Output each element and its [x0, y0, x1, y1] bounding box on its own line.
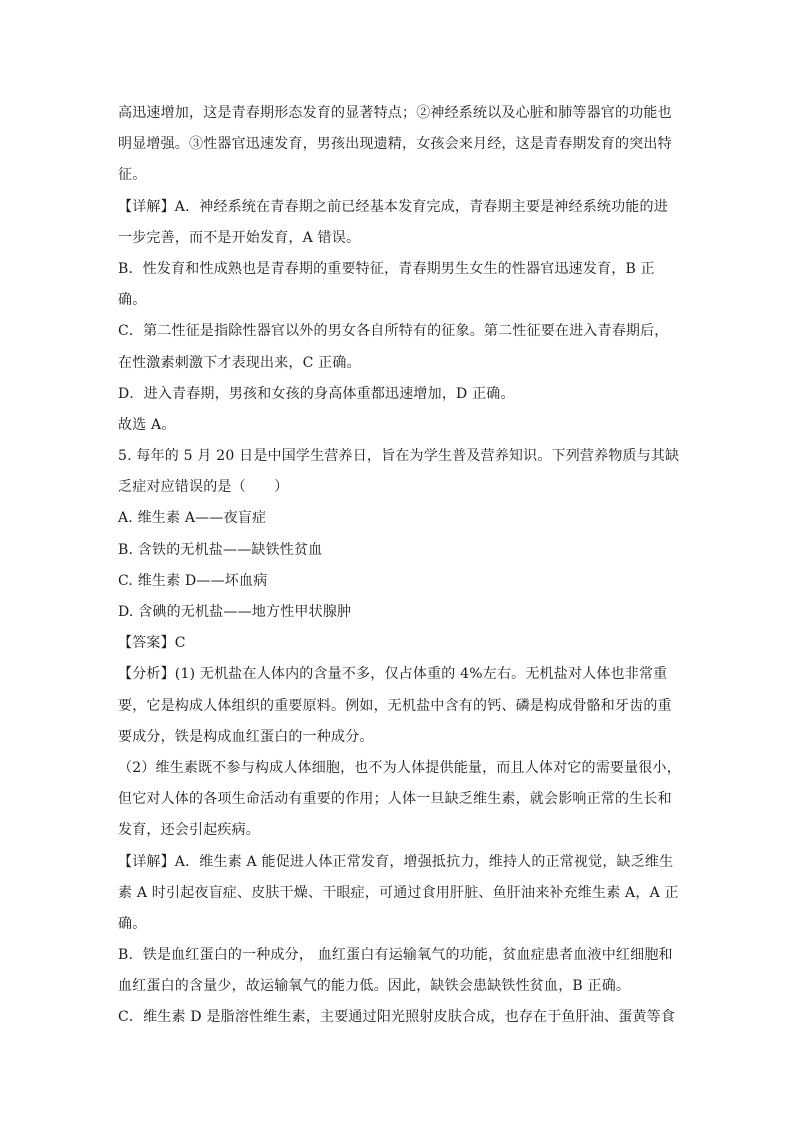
question-stem-line: 5. 每年的 5 月 20 日是中国学生营养日，旨在为学生普及营养知识。下列营养物质与其缺	[118, 448, 680, 465]
text-line: 征。	[118, 167, 147, 184]
answer-line: 【答案】C	[118, 635, 186, 652]
explanation-line: C．维生素 D 是脂溶性维生素，主要通过阳光照射皮肤合成，也存在于鱼肝油、蛋黄等食	[118, 1009, 676, 1026]
text-line: B．性发育和性成熟也是青春期的重要特征，青春期男生女生的性器官迅速发育，B 正	[118, 260, 655, 277]
explanation-line: 素 A 时引起夜盲症、皮肤干燥、干眼症，可通过食用肝脏、鱼肝油来补充维生素 A，A 正	[118, 884, 679, 901]
explanation-line: 确。	[118, 915, 147, 932]
text-line: 一步完善，而不是开始发育，A 错误。	[118, 229, 361, 246]
analysis-line: 【分析】(1) 无机盐在人体内的含量不多，仅占体重的 4%左右。无机盐对人体也非常重	[118, 666, 668, 683]
text-line: 确。	[118, 292, 147, 309]
analysis-line: 但它对人体的各项生命活动有重要的作用；人体一旦缺乏维生素，就会影响正常的生长和	[118, 791, 672, 808]
option-c: C. 维生素 D——坏血病	[118, 572, 268, 589]
option-d: D. 含碘的无机盐——地方性甲状腺肿	[118, 604, 352, 620]
text-line: 在性激素刺激下才表现出来，C 正确。	[118, 354, 361, 371]
text-line: 高迅速增加，这是青春期形态发育的显著特点；②神经系统以及心脏和肺等器官的功能也	[118, 105, 672, 121]
text-line: C．第二性征是指除性器官以外的男女各自所特有的征象。第二性征要在进入青春期后，	[118, 323, 669, 340]
question-stem-line: 乏症对应错误的是（ ）	[118, 479, 289, 496]
explanation-line: B．铁是血红蛋白的一种成分， 血红蛋白有运输氧气的功能，贫血症患者血液中红细胞和	[118, 947, 673, 964]
explanation-line: 血红蛋白的含量少，故运输氧气的能力低。因此，缺铁会患缺铁性贫血，B 正确。	[118, 978, 631, 995]
text-line: D．进入青春期，男孩和女孩的身高体重都迅速增加，D 正确。	[118, 385, 515, 402]
option-b: B. 含铁的无机盐——缺铁性贫血	[118, 541, 323, 558]
analysis-line: （2）维生素既不参与构成人体细胞，也不为人体提供能量，而且人体对它的需要量很小，	[118, 759, 681, 776]
explanation-line: 【详解】A．维生素 A 能促进人体正常发育，增强抵抗力，维持人的正常视觉，缺乏维生	[118, 853, 674, 870]
text-line: 明显增强。③性器官迅速发育，男孩出现遗精，女孩会来月经，这是青春期发育的突出特	[118, 136, 672, 153]
analysis-line: 要成分，铁是构成血红蛋白的一种成分。	[118, 728, 374, 745]
analysis-line: 要，它是构成人体组织的重要原料。例如，无机盐中含有的钙、磷是构成骨骼和牙齿的重	[118, 697, 672, 714]
analysis-line: 发育，还会引起疾病。	[118, 822, 260, 839]
option-a: A. 维生素 A——夜盲症	[118, 510, 267, 527]
document-body	[118, 98, 681, 1034]
text-line: 【详解】A．神经系统在青春期之前已经基本发育完成，青春期主要是神经系统功能的进	[118, 198, 668, 215]
text-line: 故选 A。	[118, 416, 176, 433]
